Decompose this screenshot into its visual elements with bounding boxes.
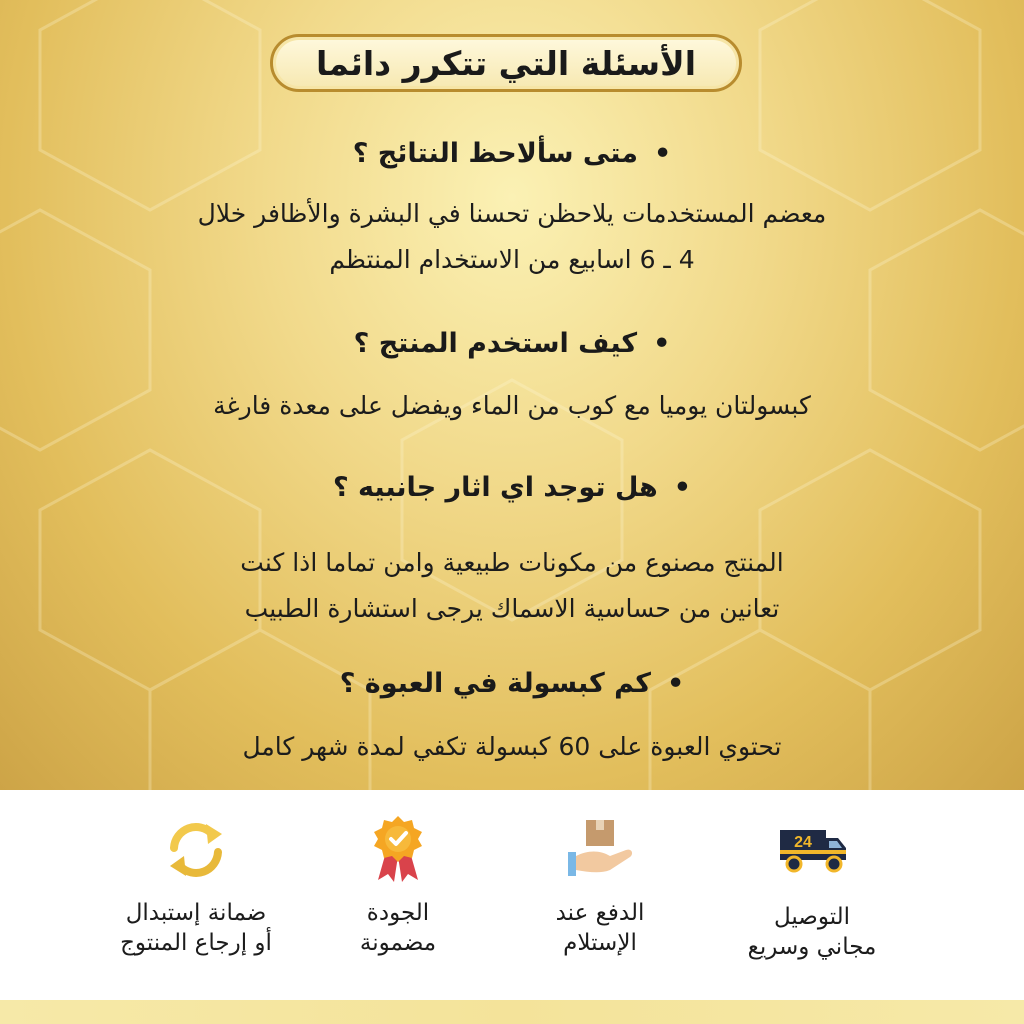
feature-label-line: الجودة bbox=[366, 900, 430, 926]
refresh-arrows-icon bbox=[96, 822, 296, 878]
quality-badge-icon bbox=[298, 814, 498, 884]
feature-label bbox=[298, 898, 498, 958]
feature-delivery bbox=[712, 790, 912, 990]
answer-line: تحتوي العبوة على 60 كبسولة تكفي لمدة شهر كامل bbox=[242, 732, 782, 761]
page-title: الأسئلة التي تتكرر دائما bbox=[315, 43, 697, 83]
bottom-gold-bar bbox=[0, 1000, 1024, 1024]
faq-answer-3 bbox=[90, 540, 934, 632]
answer-line: كبسولتان يوميا مع كوب من الماء ويفضل على معدة فارغة bbox=[213, 391, 811, 420]
question-text: متى سألاحظ النتائج ؟ bbox=[352, 138, 638, 169]
question-text: كم كبسولة في العبوة ؟ bbox=[339, 668, 652, 699]
faq-question-1 bbox=[0, 138, 1024, 169]
faq-answer-4 bbox=[90, 724, 934, 770]
bullet-icon: • bbox=[653, 328, 671, 359]
faq-question-4 bbox=[0, 668, 1024, 699]
delivery-truck-24-icon bbox=[712, 820, 912, 876]
features-section bbox=[0, 790, 1024, 1024]
bullet-icon: • bbox=[654, 138, 672, 169]
feature-label-line: الإستلام bbox=[563, 930, 637, 956]
answer-line: معضم المستخدمات يلاحظن تحسنا في البشرة والأظافر خلال bbox=[197, 199, 827, 228]
bullet-icon: • bbox=[673, 472, 692, 503]
feature-label-line: مضمونة bbox=[359, 930, 437, 956]
feature-label bbox=[712, 902, 912, 962]
feature-label-line: ضمانة إستبدال bbox=[125, 900, 267, 926]
faq-question-2 bbox=[0, 328, 1024, 359]
feature-label-line: الدفع عند bbox=[555, 900, 645, 926]
feature-cash-on-delivery bbox=[500, 790, 700, 990]
bullet-icon: • bbox=[667, 668, 685, 699]
feature-label bbox=[96, 898, 296, 958]
feature-label-line: التوصيل bbox=[773, 904, 851, 930]
feature-return-guarantee bbox=[96, 790, 296, 990]
faq-answer-1 bbox=[90, 191, 934, 283]
faq-question-3 bbox=[0, 472, 1024, 503]
feature-quality bbox=[298, 790, 498, 990]
feature-label-line: مجاني وسريع bbox=[747, 934, 877, 960]
answer-line: تعانين من حساسية الاسماك يرجى استشارة الطبيب bbox=[244, 594, 780, 623]
answer-line: المنتج مصنوع من مكونات طبيعية وامن تماما اذا كنت bbox=[240, 548, 784, 577]
question-text: كيف استخدم المنتج ؟ bbox=[353, 328, 638, 359]
faq-answer-2 bbox=[90, 383, 934, 429]
feature-label-line: أو إرجاع المنتوج bbox=[120, 930, 272, 956]
truck-badge-text: 24 bbox=[794, 834, 812, 851]
question-text: هل توجد اي اثار جانبيه ؟ bbox=[332, 472, 658, 503]
answer-line: 4 ـ 6 اسابيع من الاستخدام المنتظم bbox=[329, 245, 695, 274]
hand-package-icon bbox=[500, 816, 700, 880]
feature-label bbox=[500, 898, 700, 958]
faq-title-pill bbox=[270, 34, 742, 92]
